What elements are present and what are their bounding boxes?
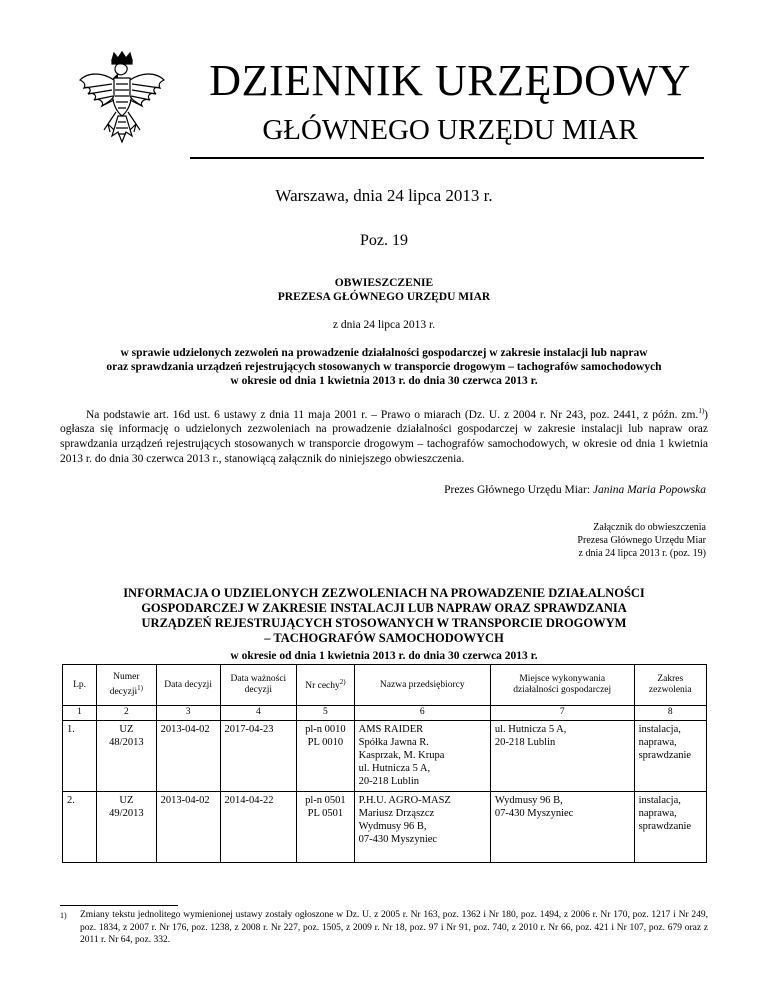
column-number: 7 [490,706,634,721]
info-period: w okresie od dnia 1 kwietnia 2013 r. do dnia 30 czerwca 2013 r. [230,650,538,662]
header-zakres: Zakres zezwolenia [634,665,706,706]
column-number: 3 [156,706,220,721]
column-number: 6 [354,706,490,721]
cell-miejsce: Wydmusy 96 B, 07-430 Myszyniec [490,792,634,863]
cell-numer: UZ 49/2013 [97,792,157,863]
cell-nazwa: AMS RAIDER Spółka Jawna R. Kasprzak, M. Krupa ul. Hutnicza 5 A, 20-218 Lublin [354,721,490,792]
cell-nazwa: P.H.U. AGRO-MASZ Mariusz Drząszcz Wydmusy 96 B, 07-430 Myszyniec [354,792,490,863]
signature-role: Prezes Głównego Urzędu Miar: [444,484,593,496]
header-lp: Lp. [63,665,97,706]
table-column-numbers-row [63,706,707,721]
cell-nr-cechy: pl-n 0501 PL 0501 [297,792,354,863]
column-number: 8 [634,706,706,721]
footnote-rule [60,905,178,906]
header-nr-cechy: Nr cechy$^{2)}$ [297,665,354,706]
cell-lp: 2. [63,792,97,863]
signature [444,484,706,496]
notice-body-part1: Na podstawie art. 16d ust. 6 ustawy z dnia 11 maja 2001 r. – Prawo o miarach (Dz. U. z 2004 r. Nr 243, poz. 2441, z późn. zm. [86,408,699,421]
cell-lp: 1. [63,721,97,792]
header-data-decyzji: Data decyzji [156,665,220,706]
cell-data-waznosci: 2014-04-22 [220,792,297,863]
header-rule [190,157,704,159]
annex-line: Załącznik do obwieszczenia [593,522,706,533]
cell-zakres: instalacja, naprawa, sprawdzanie [634,792,706,863]
notice-subject-line1: w sprawie udzielonych zezwoleń na prowadzenie działalności gospodarczej w zakresie instalacji lub napraw [120,347,648,359]
info-title-line: GOSPODARCZEJ W ZAKRESIE INSTALACJI LUB NAPRAW ORAZ SPRAWDZANIA [141,601,627,615]
notice-type: OBWIESZCZENIE [334,277,434,289]
footnote-text: Zmiany tekstu jednolitego wymienionej ustawy zostały ogłoszone w Dz. U. z 2005 r. Nr 163, poz. 1362 i Nr 180, poz. 1494, z 2006 r. Nr 170, poz. 1217 i Nr 249, poz. 1834, z 2007 r. Nr 176, poz. 1238, z 2008 r. Nr 227, poz. 1505, z 2009 r. Nr 18, poz. 97 i Nr 91, poz. 740, z 2010 r. Nr 66, poz. 421 i Nr 107, poz. 679 oraz z 2011 r. Nr 64, poz. 332. [80,910,708,945]
annex-line: z dnia 24 lipca 2013 r. (poz. 19) [578,548,706,559]
journal-subtitle: GŁÓWNEGO URZĘDU MIAR [262,114,638,146]
info-title-line: URZĄDZEŃ REJESTRUJĄCYCH STOSOWANYCH W TRANSPORCIE DROGOWYM [141,616,627,630]
info-title-line: INFORMACJA O UDZIELONYCH ZEZWOLENIACH NA PROWADZENIE DZIAŁALNOŚCI [123,586,645,600]
cell-zakres: instalacja, naprawa, sprawdzanie [634,721,706,792]
notice-subject-line3: w okresie od dnia 1 kwietnia 2013 r. do dnia 30 czerwca 2013 r. [230,375,538,387]
notice-subject-line2: oraz sprawdzania urządzeń rejestrujących stosowanych w transporcie drogowym – tachografów samochodowych [106,361,662,373]
footnote-mark: 1) [60,911,67,920]
header-numer: Numer decyzji$^{1)}$ [97,665,157,706]
header-nazwa: Nazwa przedsiębiorcy [354,665,490,706]
info-title-line: – TACHOGRAFÓW SAMOCHODOWYCH [264,631,504,645]
annex-reference [577,521,706,560]
cell-data-decyzji: 2013-04-02 [156,721,220,792]
column-number: 2 [97,706,157,721]
cell-data-decyzji: 2013-04-02 [156,792,220,863]
table-header-row [63,665,707,706]
column-number: 1 [63,706,97,721]
cell-miejsce: ul. Hutnicza 5 A, 20-218 Lublin [490,721,634,792]
cell-nr-cechy: pl-n 0010 PL 0010 [297,721,354,792]
position-number: Poz. 19 [360,232,408,249]
header-miejsce: Miejsce wykonywania działalności gospodarczej [490,665,634,706]
permits-table [62,664,707,863]
notice-body [60,404,708,466]
notice-date: z dnia 24 lipca 2013 r. [332,319,436,331]
notice-body-part2: ) ogłasza się informację o udzielonych zezwoleniach na prowadzenie działalności gospodarczej w zakresie instalacji lub napraw oraz sprawdzania urządzeń rejestrujących stosowanych w transporcie drogowym – tachografów samochodowych, w okresie od dnia 1 kwietnia 2013 r. do dnia 30 czerwca 2013 r., stanowiącą załącznik do niniejszego obwieszczenia. [60,408,708,465]
cell-numer: UZ 48/2013 [97,721,157,792]
eagle-emblem-icon [74,50,170,162]
info-title [60,586,708,646]
footnote-ref: 1) [698,407,705,415]
notice-issuer: PREZESA GŁÓWNEGO URZĘDU MIAR [277,291,491,303]
column-number: 5 [297,706,354,721]
table-row [63,792,707,863]
header-data-waznosci: Data ważności decyzji [220,665,297,706]
cell-data-waznosci: 2017-04-23 [220,721,297,792]
annex-line: Prezesa Głównego Urzędu Miar [577,535,706,546]
signature-name: Janina Maria Popowska [592,484,706,496]
journal-title: DZIENNIK URZĘDOWY [209,56,691,105]
column-number: 4 [220,706,297,721]
dateline: Warszawa, dnia 24 lipca 2013 r. [275,186,493,205]
table-row [63,721,707,792]
